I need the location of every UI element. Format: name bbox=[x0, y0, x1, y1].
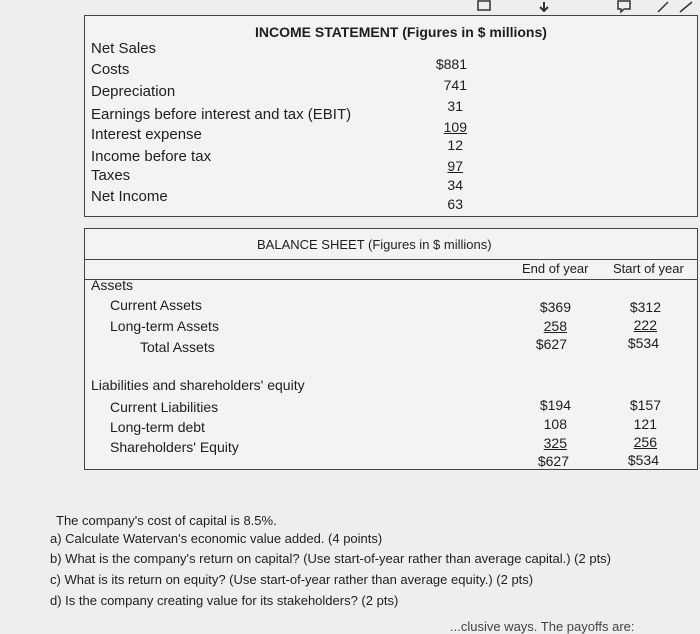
income-value-interest: 12 bbox=[447, 137, 463, 153]
income-label-costs: Costs bbox=[91, 61, 130, 78]
pen-icon[interactable] bbox=[658, 2, 692, 12]
income-statement-box bbox=[84, 15, 698, 217]
asset-end-current: $369 bbox=[539, 299, 571, 315]
toolbar-strip bbox=[440, 0, 700, 14]
income-value-ebit: 109 bbox=[443, 119, 467, 135]
question-intro: The company's cost of capital is 8.5%. bbox=[56, 513, 277, 528]
income-value-income-before-tax: 97 bbox=[447, 158, 463, 174]
question-c: c) What is its return on equity? (Use start-of-year rather than average equity.) (2 pts) bbox=[50, 572, 534, 587]
question-b: b) What is the company's return on capital? (Use start-of-year rather than average capital.) (2 pts) bbox=[50, 551, 612, 566]
liab-end-total: $627 bbox=[537, 453, 569, 469]
income-value-taxes: 34 bbox=[447, 177, 463, 193]
asset-label-total: Total Assets bbox=[140, 339, 215, 355]
column-start-of-year: Start of year bbox=[613, 261, 684, 276]
liab-label-current: Current Liabilities bbox=[110, 399, 219, 415]
assets-heading: Assets bbox=[91, 277, 134, 293]
income-label-net-income: Net Income bbox=[91, 188, 168, 205]
asset-start-current: $312 bbox=[629, 299, 661, 315]
liab-end-equity: 325 bbox=[543, 435, 567, 451]
income-label-income-before-tax: Income before tax bbox=[91, 148, 212, 165]
income-label-taxes: Taxes bbox=[91, 167, 131, 184]
income-value-depreciation: 31 bbox=[447, 98, 463, 114]
comment-icon[interactable] bbox=[618, 1, 630, 12]
liab-end-long-term-debt: 108 bbox=[543, 416, 567, 432]
liab-label-equity: Shareholders' Equity bbox=[110, 439, 239, 455]
asset-label-current: Current Assets bbox=[110, 297, 202, 313]
liab-end-current: $194 bbox=[539, 397, 571, 413]
liab-start-current: $157 bbox=[629, 397, 661, 413]
question-cut-text: ...clusive ways. The payoffs are: bbox=[450, 619, 635, 634]
balance-sheet-title: BALANCE SHEET (Figures in $ millions) bbox=[257, 237, 492, 252]
liabilities-heading: Liabilities and shareholders' equity bbox=[91, 377, 305, 393]
liab-start-total: $534 bbox=[627, 452, 659, 468]
income-label-net-sales: Net Sales bbox=[91, 40, 157, 57]
income-label-ebit: Earnings before interest and tax (EBIT) bbox=[91, 106, 352, 123]
asset-start-total: $534 bbox=[627, 335, 659, 351]
balance-sheet-box bbox=[84, 228, 698, 470]
asset-end-long-term: 258 bbox=[543, 318, 567, 334]
income-label-depreciation: Depreciation bbox=[91, 83, 176, 100]
balance-title-divider bbox=[85, 259, 697, 260]
balance-header-divider bbox=[85, 279, 697, 280]
liab-label-long-term-debt: Long-term debt bbox=[110, 419, 205, 435]
asset-end-total: $627 bbox=[535, 336, 567, 352]
question-a: a) Calculate Watervan's economic value added. (4 points) bbox=[50, 531, 383, 546]
asset-label-long-term: Long-term Assets bbox=[110, 318, 219, 334]
income-value-costs: 741 bbox=[443, 77, 467, 93]
income-value-net-sales: $881 bbox=[435, 56, 467, 72]
liab-start-equity: 256 bbox=[633, 434, 657, 450]
column-end-of-year: End of year bbox=[522, 261, 589, 276]
income-label-interest: Interest expense bbox=[91, 126, 202, 143]
down-arrow-icon[interactable] bbox=[540, 2, 548, 11]
question-d: d) Is the company creating value for its stakeholders? (2 pts) bbox=[50, 593, 399, 608]
liab-start-long-term-debt: 121 bbox=[633, 416, 657, 432]
table-icon[interactable] bbox=[478, 1, 490, 10]
income-statement-title: INCOME STATEMENT (Figures in $ millions) bbox=[255, 24, 547, 40]
asset-start-long-term: 222 bbox=[633, 317, 657, 333]
income-value-net-income: 63 bbox=[447, 196, 463, 212]
